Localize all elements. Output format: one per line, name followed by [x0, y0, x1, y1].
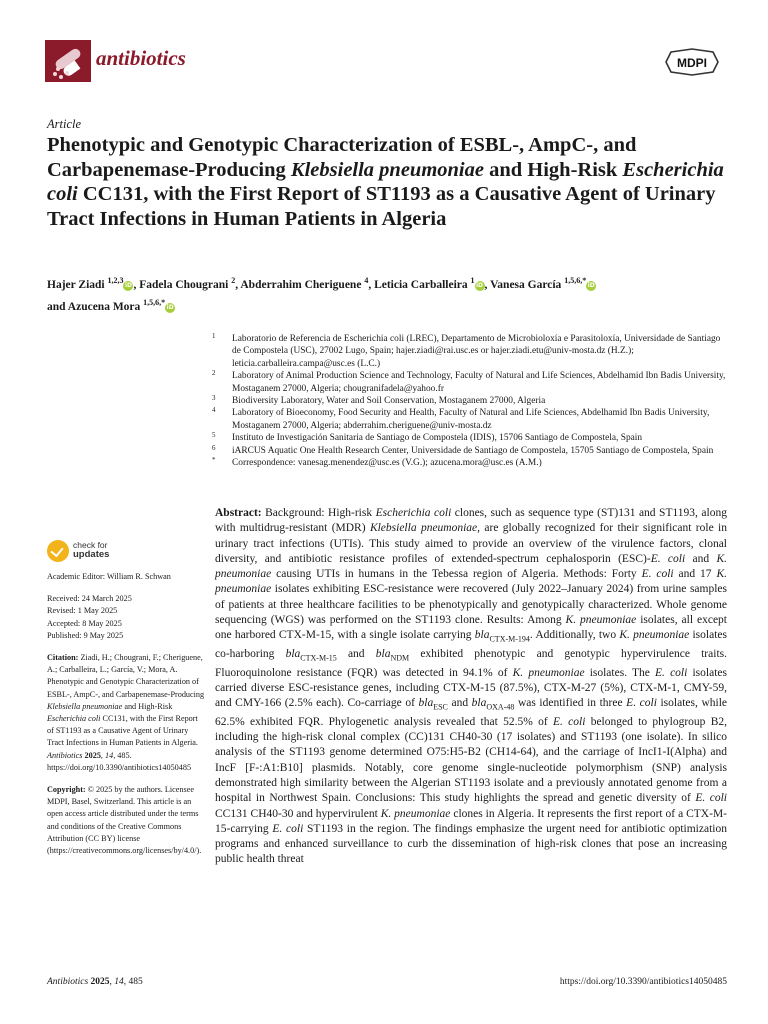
publisher-name: MDPI	[677, 56, 707, 70]
mdpi-logo-icon	[665, 48, 719, 76]
author-connector: and	[47, 300, 66, 313]
orcid-icon[interactable]: iD	[166, 303, 174, 311]
author-name[interactable]: Vanesa García	[490, 278, 562, 291]
correspondence: * Correspondence: vanesag.menendez@usc.es (V.G.); azucena.mora@usc.es (A.M.)	[212, 456, 542, 469]
academic-editor: Academic Editor: William R. Schwan	[47, 572, 171, 581]
affiliation-item: 4 Laboratory of Bioeconomy, Food Security and Health, Faculty of Natural and Life Sciences, Abdelhamid Ibn Badis University, Mostaganem 27000, Algeria; abderrahim.cheriguene@univ-mosta.dz	[212, 406, 710, 431]
affiliation-item: 2 Laboratory of Animal Production Science and Technology, Faculty of Natural and Life Sciences, Abdelhamid Ibn Badis University, Mostaganem 27000, Algeria; chougranifadela@yahoo.fr	[212, 369, 726, 394]
author-name[interactable]: Azucena Mora	[67, 300, 141, 313]
article-title: Phenotypic and Genotypic Characterization of ESBL-, AmpC-, and Carbapenemase-Producing Klebsiella pneumoniae and High-Risk Escherichia coli CC131, with the First Report of ST1193 as a Causative Agent of Urinary Tract Infections in Human Patients in Algeria	[47, 134, 724, 230]
affiliation-item: 5 Instituto de Investigación Sanitaria de Santiago de Compostela (IDIS), 15706 Santiago de Compostela, Spain	[212, 431, 643, 444]
check-icon	[47, 540, 69, 562]
affiliation-list	[212, 333, 727, 469]
date-published: Published: 9 May 2025	[47, 630, 124, 640]
journal-name: antibiotics	[96, 46, 186, 70]
author-name[interactable]: Hajer Ziadi	[47, 278, 105, 291]
orcid-icon[interactable]: iD	[587, 281, 595, 289]
date-received: Received: 24 March 2025	[47, 594, 132, 604]
journal-logo-icon	[45, 40, 91, 82]
author-name[interactable]: Abderrahim Cheriguene	[240, 278, 362, 291]
footer-doi-link[interactable]: https://doi.org/10.3390/antibiotics14050485	[559, 977, 727, 987]
affiliation-item: 3 Biodiversity Laboratory, Water and Soil Conservation, Mostaganem 27000, Algeria	[212, 394, 546, 407]
orcid-icon[interactable]: iD	[475, 281, 484, 289]
date-accepted: Accepted: 8 May 2025	[47, 618, 122, 628]
check-for-updates-button[interactable]: check for updates	[47, 540, 127, 564]
footer-citation: Antibiotics 2025, 14, 485	[47, 977, 143, 987]
author-list: Hajer Ziadi $^{1,2,3}$iD, Fadela Chougrani $^2$, Abderrahim Cheriguene $^4$, Leticia Carballeira $^1$iD, Vanesa García $^{1,5,6,*}$iD and Azucena Mora $^{1,5,6,*}$iD	[47, 276, 595, 313]
affiliation-item: 1 Laboratorio de Referencia de Escherichia coli (LREC), Departamento de Microbioloxía e Parasitoloxía, Universidade de Santiago de Compostela (USC), 27002 Lugo, Spain; hajer.ziadi@rai.usc.es or hajer.ziadi.etu@univ-mosta.dz (H.Z.); leticia.carballeira.campa@usc.es (L.C.)	[212, 332, 721, 369]
author-name[interactable]: Fadela Chougrani	[139, 278, 229, 291]
affiliation-item: 6 iARCUS Aquatic One Health Research Center, Universidade de Santiago de Compostela, 15705 Santiago de Compostela, Spain	[212, 443, 714, 456]
article-info-sidebar	[47, 571, 205, 857]
date-revised: Revised: 1 May 2025	[47, 606, 118, 616]
abstract: Abstract: Background: High-risk Escherichia coli clones, such as sequence type (ST)131 and ST1193, along with multidrug-resistant (MDR) Klebsiella pneumoniae, are globally recognized for their significant role in urinary tract infections (UTIs). This study aimed to provide an overview of the virulence factors, clonal diversity, and antibiotic resistance profiles of extended-spectrum cephalosporin (ESC)-E. coli and K. pneumoniae causing UTIs in humans in the Tebessa region of Algeria. Methods: Forty E. coli and 17 K. pneumoniae isolates exhibiting ESC-resistance were recovered (July 2022–January 2024) from urine samples of patients at three healthcare facilities to be phenotypically and genotypically characterized. Whole genome sequencing (WGS) was performed on the ST1193 clone. Results: Among K. pneumoniae isolates, all except one harbored CTX-M-15, with a single isolate carrying bla$_{CTX-M-194}$. Additionally, two K. pneumoniae isolates co-harboring bla$_{CTX-M-15}$ and bla$_{NDM}$ exhibited phenotypic and genotypic hypervirulence traits. Fluoroquinolone resistance (FQR) was detected in 94.1% of K. pneumoniae isolates. The E. coli isolates carried diverse ESC-resistance genes, including CTX-M-15 (87.5%), CTX-M-27 (5%), CTX-M-1, CMY-59, and CMY-166 (2.5% each). Co-carriage of bla$_{ESC}$ and bla$_{OXA-48}$ was identified in three E. coli isolates, while 62.5% exhibited FQR. Phylogenetic analysis revealed that 52.5% of E. coli belonged to phylogroup B2, including the high-risk clonal complex (CC)131 CH40-30 (17 isolates) and ST1193 (one isolate). In silico analysis of the ST1193 genome determined O75:H5-B2 (CH14-64), and the carriage of IncI1-I(Alpha) and IncF [F-:A1:B10] plasmids. Notably, core genome single-nucleotide polymorphism (SNP) analysis demonstrated high similarity between the Algerian ST1193 isolate and a previously annotated genome from a hospital in Northwest Spain. Conclusions: This study highlights the spread and genetic diversity of E. coli CC131 CH40-30 and hypervirulent K. pneumoniae clones in Algeria. It represents the first report of a CTX-M-15-carrying E. coli ST1193 in the region. The findings emphasize the urgent need for antibiotic optimization programs and enhanced surveillance to curb the dissemination of high-risk clones that pose an increasing public health threat	[215, 507, 727, 866]
copyright: Copyright: © 2025 by the authors. Licensee MDPI, Basel, Switzerland. This article is an open access article distributed under the terms and conditions of the Creative Commons Attribution (CC BY) license (https://creativecommons.org/licenses/by/4.0/).	[47, 785, 202, 856]
author-name[interactable]: Leticia Carballeira	[374, 278, 468, 291]
orcid-icon[interactable]: iD	[124, 281, 132, 289]
article-type: Article	[47, 117, 82, 131]
citation: Citation: Ziadi, H.; Chougrani, F.; Cheriguene, A.; Carballeira, L.; García, V.; Mora, A. Phenotypic and Genotypic Characterization of ESBL-, AmpC-, and Carbapenemase-Producing Klebsiella pneumoniae and High-Risk Escherichia coli CC131, with the First Report of ST1193 as a Causative Agent of Urinary Tract Infections in Human Patients in Algeria. Antibiotics 2025, 14, 485. https://doi.org/10.3390/antibiotics14050485	[47, 653, 205, 772]
